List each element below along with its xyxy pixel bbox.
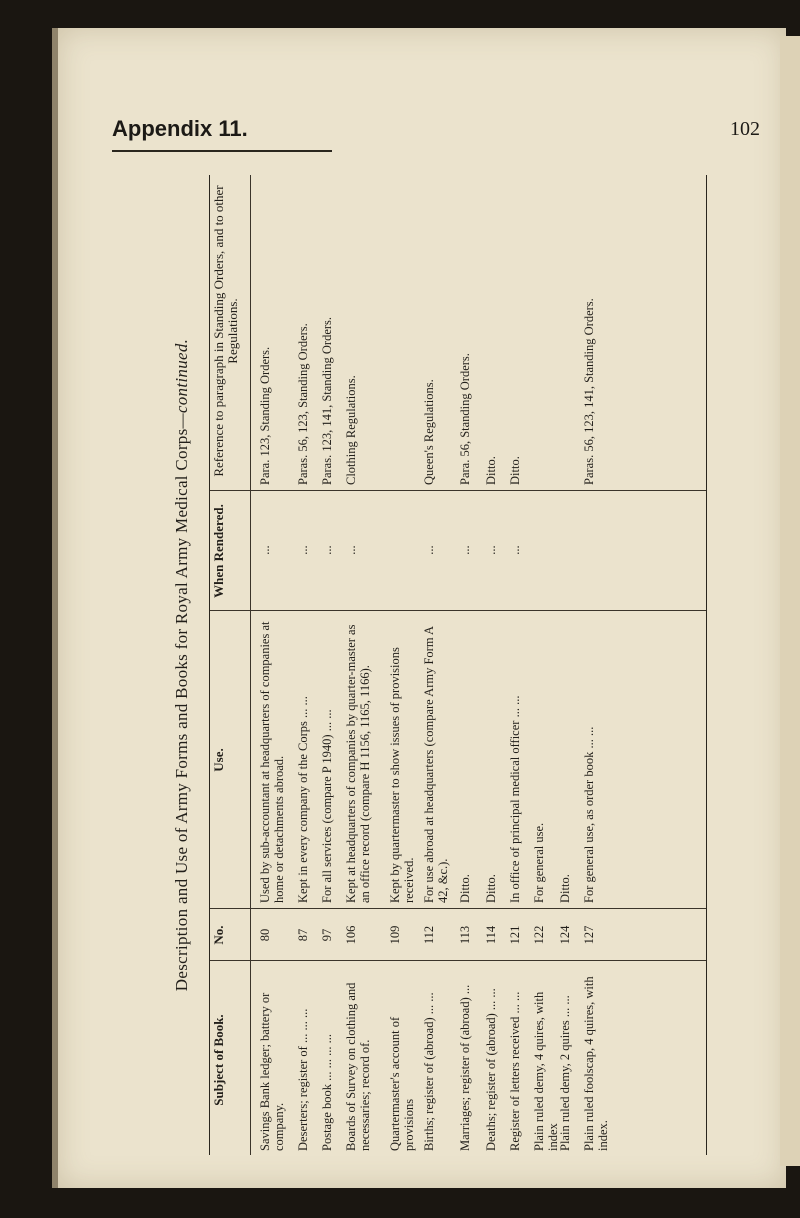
cell-no: 112 [422,925,436,945]
cell-use: Kept at headquarters of companies by quarter-master as an office record (compare H 1156, 1165, 1166). [344,624,372,903]
cell-use: For use abroad at headquarters (compare Army Form A 42, &c.). [422,626,450,903]
heading-rule [112,150,332,152]
col-divider [210,960,706,961]
cell-ref: Ditto. [508,456,522,485]
cell-when: ... [484,545,498,555]
cell-use: Kept in every company of the Corps ... ... [296,696,310,903]
cell-subject: Plain ruled demy, 2 quires ... ... [558,995,572,1151]
cell-ref: Paras. 123, 141, Standing Orders. [320,316,334,485]
cell-subject: Plain ruled foolscap, 4 quires, with index. [582,976,610,1151]
cell-ref: Clothing Regulations. [344,375,358,485]
col-divider [210,490,706,491]
cell-use: Kept by quartermaster to show issues of provisions received. [388,647,416,903]
table-title-main: Description and Use of Army Forms and Books for Royal Army Medical Corps [172,428,191,992]
cell-use: For general use. [532,822,546,903]
col-divider [210,610,706,611]
cell-when: ... [458,545,472,555]
cell-no: 113 [458,925,472,945]
col-divider [210,908,706,909]
cell-when: ... [422,545,436,555]
cell-ref: Para. 123, Standing Orders. [258,346,272,485]
cell-when: ... [320,545,334,555]
cell-subject: Postage book ... ... ... ... [320,1033,334,1151]
page-number: 102 [730,118,760,140]
cell-ref: Paras. 56, 123, 141, Standing Orders. [582,298,596,485]
cell-use: Ditto. [558,874,572,903]
cell-subject: Deserters; register of ... ... ... [296,1008,310,1151]
forms-table [209,175,707,1155]
cell-no: 106 [344,925,358,945]
cell-no: 122 [532,925,546,945]
cell-no: 109 [388,925,402,945]
cell-when: ... [296,545,310,555]
table-title [172,175,191,1155]
cell-ref: Queen's Regulations. [422,379,436,485]
col-header-use: Use. [211,748,226,772]
cell-subject: Quartermaster's account of provisions [388,1016,416,1151]
col-header-ref: Reference to paragraph in Standing Orders, and to other Regulations. [211,185,240,477]
next-page-edge [780,36,800,1166]
cell-subject: Plain ruled demy, 4 quires, with index [532,991,560,1151]
cell-use: Ditto. [458,874,472,903]
col-header-when: When Rendered. [211,504,226,598]
rotated-table-block [172,175,705,1155]
cell-use: In office of principal medical officer ... ... [508,695,522,903]
cell-no: 124 [558,925,572,945]
cell-use: For all services (compare P 1940) ... ... [320,709,334,903]
cell-use: Ditto. [484,874,498,903]
cell-no: 80 [258,928,272,942]
cell-ref: Para. 56, Standing Orders. [458,353,472,485]
cell-no: 121 [508,925,522,945]
col-header-subject: Subject of Book. [211,1014,226,1106]
cell-when: ... [258,545,272,555]
cell-subject: Register of letters received ... ... [508,991,522,1151]
cell-subject: Deaths; register of (abroad) ... ... [484,988,498,1151]
cell-subject: Births; register of (abroad) ... ... [422,992,436,1151]
cell-when: ... [344,545,358,555]
cell-ref: Ditto. [484,456,498,485]
cell-use: Used by sub-accountant at headquarters of companies at home or detachments abroad. [258,621,286,903]
cell-when: ... [508,545,522,555]
cell-no: 114 [484,925,498,945]
cell-subject: Boards of Survey on clothing and necessaries; record of. [344,982,372,1151]
cell-no: 127 [582,925,596,945]
table-title-suffix: —continued. [172,338,191,429]
cell-ref: Paras. 56, 123, Standing Orders. [296,323,310,485]
col-header-no: No. [211,925,226,945]
cell-subject: Marriages; register of (abroad) ... [458,984,472,1151]
cell-subject: Savings Bank ledger; battery or company. [258,992,286,1151]
appendix-heading: Appendix 11. [112,116,248,141]
cell-no: 87 [296,928,310,942]
cell-no: 97 [320,928,334,942]
header-rule [250,175,251,1155]
cell-use: For general use, as order book ... ... [582,726,596,903]
